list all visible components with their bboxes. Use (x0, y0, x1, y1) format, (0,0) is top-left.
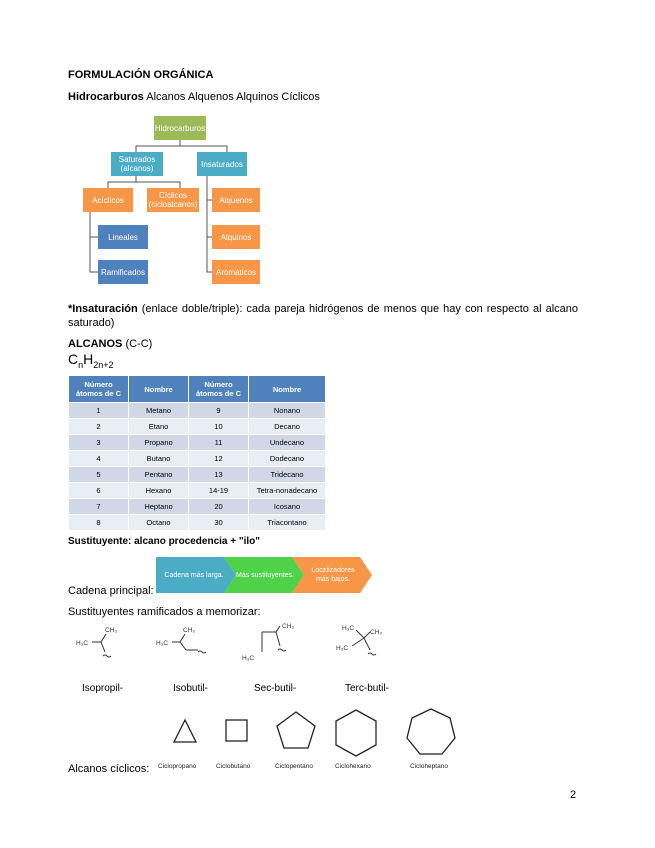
hydrocarbons-bold: Hidrocarburos (68, 91, 144, 103)
table-row (69, 515, 326, 531)
formula-n: n (78, 359, 84, 370)
diagram-node-ciclicos: Cíclicos (cicloalcanos) (147, 188, 199, 212)
table-cell: Triacontano (249, 515, 326, 531)
diagram-node-saturados: Saturados (alcanos) (111, 152, 163, 176)
secbutyl-ch3: CH₃ (282, 623, 295, 630)
table-cell: 2 (69, 419, 129, 435)
table-cell: Icosano (249, 499, 326, 515)
chevron-step-1-label: Cadena más larga. (164, 571, 224, 579)
table-cell: Octano (129, 515, 189, 531)
cyclopropane-shape (174, 720, 196, 742)
table-header-cell: Nombre (129, 376, 189, 403)
table-header-cell: Nombre (249, 376, 326, 403)
table-cell: 1 (69, 403, 129, 419)
label-isobutil: Isobutil- (173, 683, 209, 694)
table-header-cell: Número átomos de C (189, 376, 249, 403)
insaturacion-paragraph (68, 302, 578, 330)
table-cell: Propano (129, 435, 189, 451)
hydrocarbons-line (68, 90, 320, 104)
table-cell: 3 (69, 435, 129, 451)
insaturacion-bold: *Insaturación (68, 303, 138, 315)
cyclic-name: Ciclopentano (275, 763, 313, 770)
ramificados-heading: Sustituyentes ramificados a memorizar: (68, 606, 261, 618)
cyclic-name: Ciclobutano (216, 763, 251, 770)
cyclic-name: Ciclohexano (335, 763, 371, 770)
cyclohexane-shape (336, 710, 376, 756)
alcanos-heading-rest: (C-C) (122, 338, 153, 350)
table-cell: 4 (69, 451, 129, 467)
diagram-node-ramificados: Ramificados (98, 260, 148, 284)
tercbutyl-h3c-top: H₃C (342, 625, 355, 632)
secbutyl-structure (242, 623, 294, 662)
page-number: 2 (570, 789, 577, 801)
table-cell: Metano (129, 403, 189, 419)
isopropyl-structure (76, 627, 117, 657)
formula-sub: 2n+2 (93, 359, 114, 370)
alcanos-heading (68, 337, 152, 351)
diagram-node-aciclicos: Acíclicos (83, 188, 133, 212)
table-cell: 10 (189, 419, 249, 435)
cyclic-shapes (150, 700, 470, 762)
cadena-steps-chevrons (156, 557, 372, 593)
table-cell: Undecano (249, 435, 326, 451)
label-tercbutil: Terc-butil- (345, 683, 389, 694)
cycloheptane-shape (407, 709, 455, 754)
classification-diagram (80, 112, 280, 287)
table-cell: Hexano (129, 483, 189, 499)
cyclopentane-shape (277, 712, 315, 748)
table-cell: Dodecano (249, 451, 326, 467)
table-cell: 20 (189, 499, 249, 515)
insaturacion-rest: (enlace doble/triple): cada pareja hidrógenos de menos que hay con respecto al alcano saturado) (68, 303, 578, 329)
cyclic-name: Cicloheptano (410, 763, 448, 770)
table-cell: 11 (189, 435, 249, 451)
diagram-node-alquenos: Alquenos (212, 188, 260, 212)
label-isopropil: Isopropil- (82, 683, 124, 694)
page-title: FORMULACIÓN ORGÁNICA (68, 69, 214, 81)
alkanes-table (68, 375, 326, 531)
table-cell: 30 (189, 515, 249, 531)
table-cell: Nonano (249, 403, 326, 419)
hydrocarbons-rest: Alcanos Alquenos Alquinos Cíclicos (143, 91, 320, 103)
table-header-cell: Número átomos de C (69, 376, 129, 403)
formula-c: C (68, 351, 79, 367)
secbutyl-h3c: H₃C (242, 655, 255, 662)
substituent-structures (70, 620, 400, 675)
cadena-principal-label: Cadena principal: (68, 585, 154, 597)
isobutyl-h3c: H₃C (156, 640, 169, 647)
table-cell: Decano (249, 419, 326, 435)
cyclobutane-shape (226, 720, 247, 741)
table-cell: Tetra-nonadecano (249, 483, 326, 499)
table-row (69, 435, 326, 451)
table-header-row (69, 376, 326, 403)
diagram-node-hidrocarburos: Hidrocarburos (154, 116, 206, 140)
table-cell: 14-19 (189, 483, 249, 499)
table-cell: Etano (129, 419, 189, 435)
table-cell: Tridecano (249, 467, 326, 483)
formula-h: H (83, 351, 94, 367)
table-row (69, 499, 326, 515)
table-cell: Heptano (129, 499, 189, 515)
diagram-node-lineales: Lineales (98, 225, 148, 249)
table-cell: 8 (69, 515, 129, 531)
isobutyl-structure (156, 627, 206, 653)
table-row (69, 483, 326, 499)
table-cell: Butano (129, 451, 189, 467)
cyclic-name: Ciclopropano (158, 763, 197, 770)
alcanos-heading-bold: ALCANOS (68, 338, 123, 350)
table-cell: 13 (189, 467, 249, 483)
table-cell: 7 (69, 499, 129, 515)
table-cell: 12 (189, 451, 249, 467)
tercbutyl-ch3: CH₃ (370, 629, 383, 636)
table-row (69, 451, 326, 467)
chevron-step-2-label: Más sustituyentes. (236, 571, 294, 579)
table-cell: 5 (69, 467, 129, 483)
isobutyl-ch3: CH₃ (183, 627, 196, 634)
table-row (69, 467, 326, 483)
ciclicos-label: Alcanos cíclicos: (68, 763, 150, 775)
tercbutyl-structure (336, 625, 382, 655)
isopropyl-h3c: H₃C (76, 640, 89, 647)
table-cell: 6 (69, 483, 129, 499)
general-formula (68, 350, 114, 374)
chevron-step-3-label: Localizadores más bajos. (311, 567, 355, 583)
table-cell: Pentano (129, 467, 189, 483)
isopropyl-ch3: CH₃ (105, 627, 118, 634)
diagram-node-insaturados: Insaturados (197, 152, 247, 176)
tercbutyl-h3c-bottom: H₃C (336, 645, 349, 652)
table-row (69, 403, 326, 419)
diagram-node-alquinos: Alquinos (212, 225, 260, 249)
sustituyente-rule: Sustituyente: alcano procedencia + "ilo" (68, 536, 261, 547)
table-cell: 9 (189, 403, 249, 419)
table-row (69, 419, 326, 435)
diagram-node-aromaticos: Aromáticos (212, 260, 260, 284)
label-secbutil: Sec-butil- (254, 683, 297, 694)
